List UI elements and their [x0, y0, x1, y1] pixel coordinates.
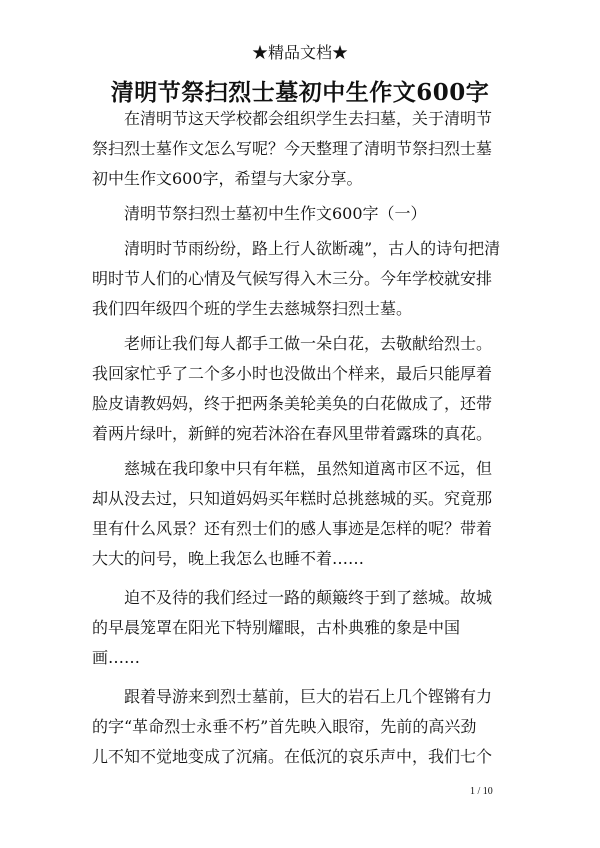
- text-line: 在清明节这天学校都会组织学生去扫墓，关于清明节: [124, 109, 493, 128]
- text-line: 着两片绿叶，新鲜的宛若沐浴在春风里带着露珠的真花。: [92, 424, 493, 443]
- document-header: ★精品文档★: [251, 43, 348, 62]
- text-line: 祭扫烈士墓作文怎么写呢？今天整理了清明节祭扫烈士墓: [92, 139, 493, 158]
- text-line: 画……: [92, 648, 141, 667]
- text-line: 儿不知不觉地变成了沉痛。在低沉的哀乐声中，我们七个: [92, 747, 493, 766]
- text-line: 的字“革命烈士永垂不朽”首先映入眼帘，先前的高兴劲: [92, 717, 477, 736]
- text-line: 里有什么风景？还有烈士们的感人事迹是怎样的呢？带着: [92, 519, 493, 538]
- section-heading: 清明节祭扫烈士墓初中生作文600字（一）: [124, 204, 427, 223]
- text-line: 明时节人们的心情及气候写得入木三分。今年学校就安排: [92, 269, 493, 288]
- text-line: 老师让我们每人都手工做一朵白花，去敬献给烈士。: [124, 334, 493, 353]
- article-body: [92, 104, 512, 772]
- text-line: 却从没去过，只知道妈妈买年糕时总挑慈城的买。究竟那: [92, 489, 493, 508]
- text-line: 清明时节雨纷纷，路上行人欲断魂”，古人的诗句把清: [124, 239, 501, 258]
- text-line: 大大的问号，晚上我怎么也睡不着……: [92, 549, 365, 568]
- text-line: 跟着导游来到烈士墓前，巨大的岩石上几个铿锵有力: [124, 687, 493, 706]
- document-title: 清明节祭扫烈士墓初中生作文600字: [110, 79, 490, 106]
- text-line: 慈城在我印象中只有年糕，虽然知道离市区不远，但: [124, 459, 493, 478]
- text-line: 初中生作文600字，希望与大家分享。: [92, 169, 363, 188]
- text-line: 我回家忙乎了二个多小时也没做出个样来，最后只能厚着: [92, 364, 493, 383]
- text-line: 脸皮请教妈妈，终于把两条美轮美奂的白花做成了，还带: [92, 394, 493, 413]
- text-line: 迫不及待的我们经过一路的颠簸终于到了慈城。故城: [124, 588, 493, 607]
- page-number: 1 / 10: [470, 786, 493, 797]
- text-line: 的早晨笼罩在阳光下特别耀眼，古朴典雅的象是中国: [92, 618, 461, 637]
- text-line: 我们四年级四个班的学生去慈城祭扫烈士墓。: [92, 299, 413, 318]
